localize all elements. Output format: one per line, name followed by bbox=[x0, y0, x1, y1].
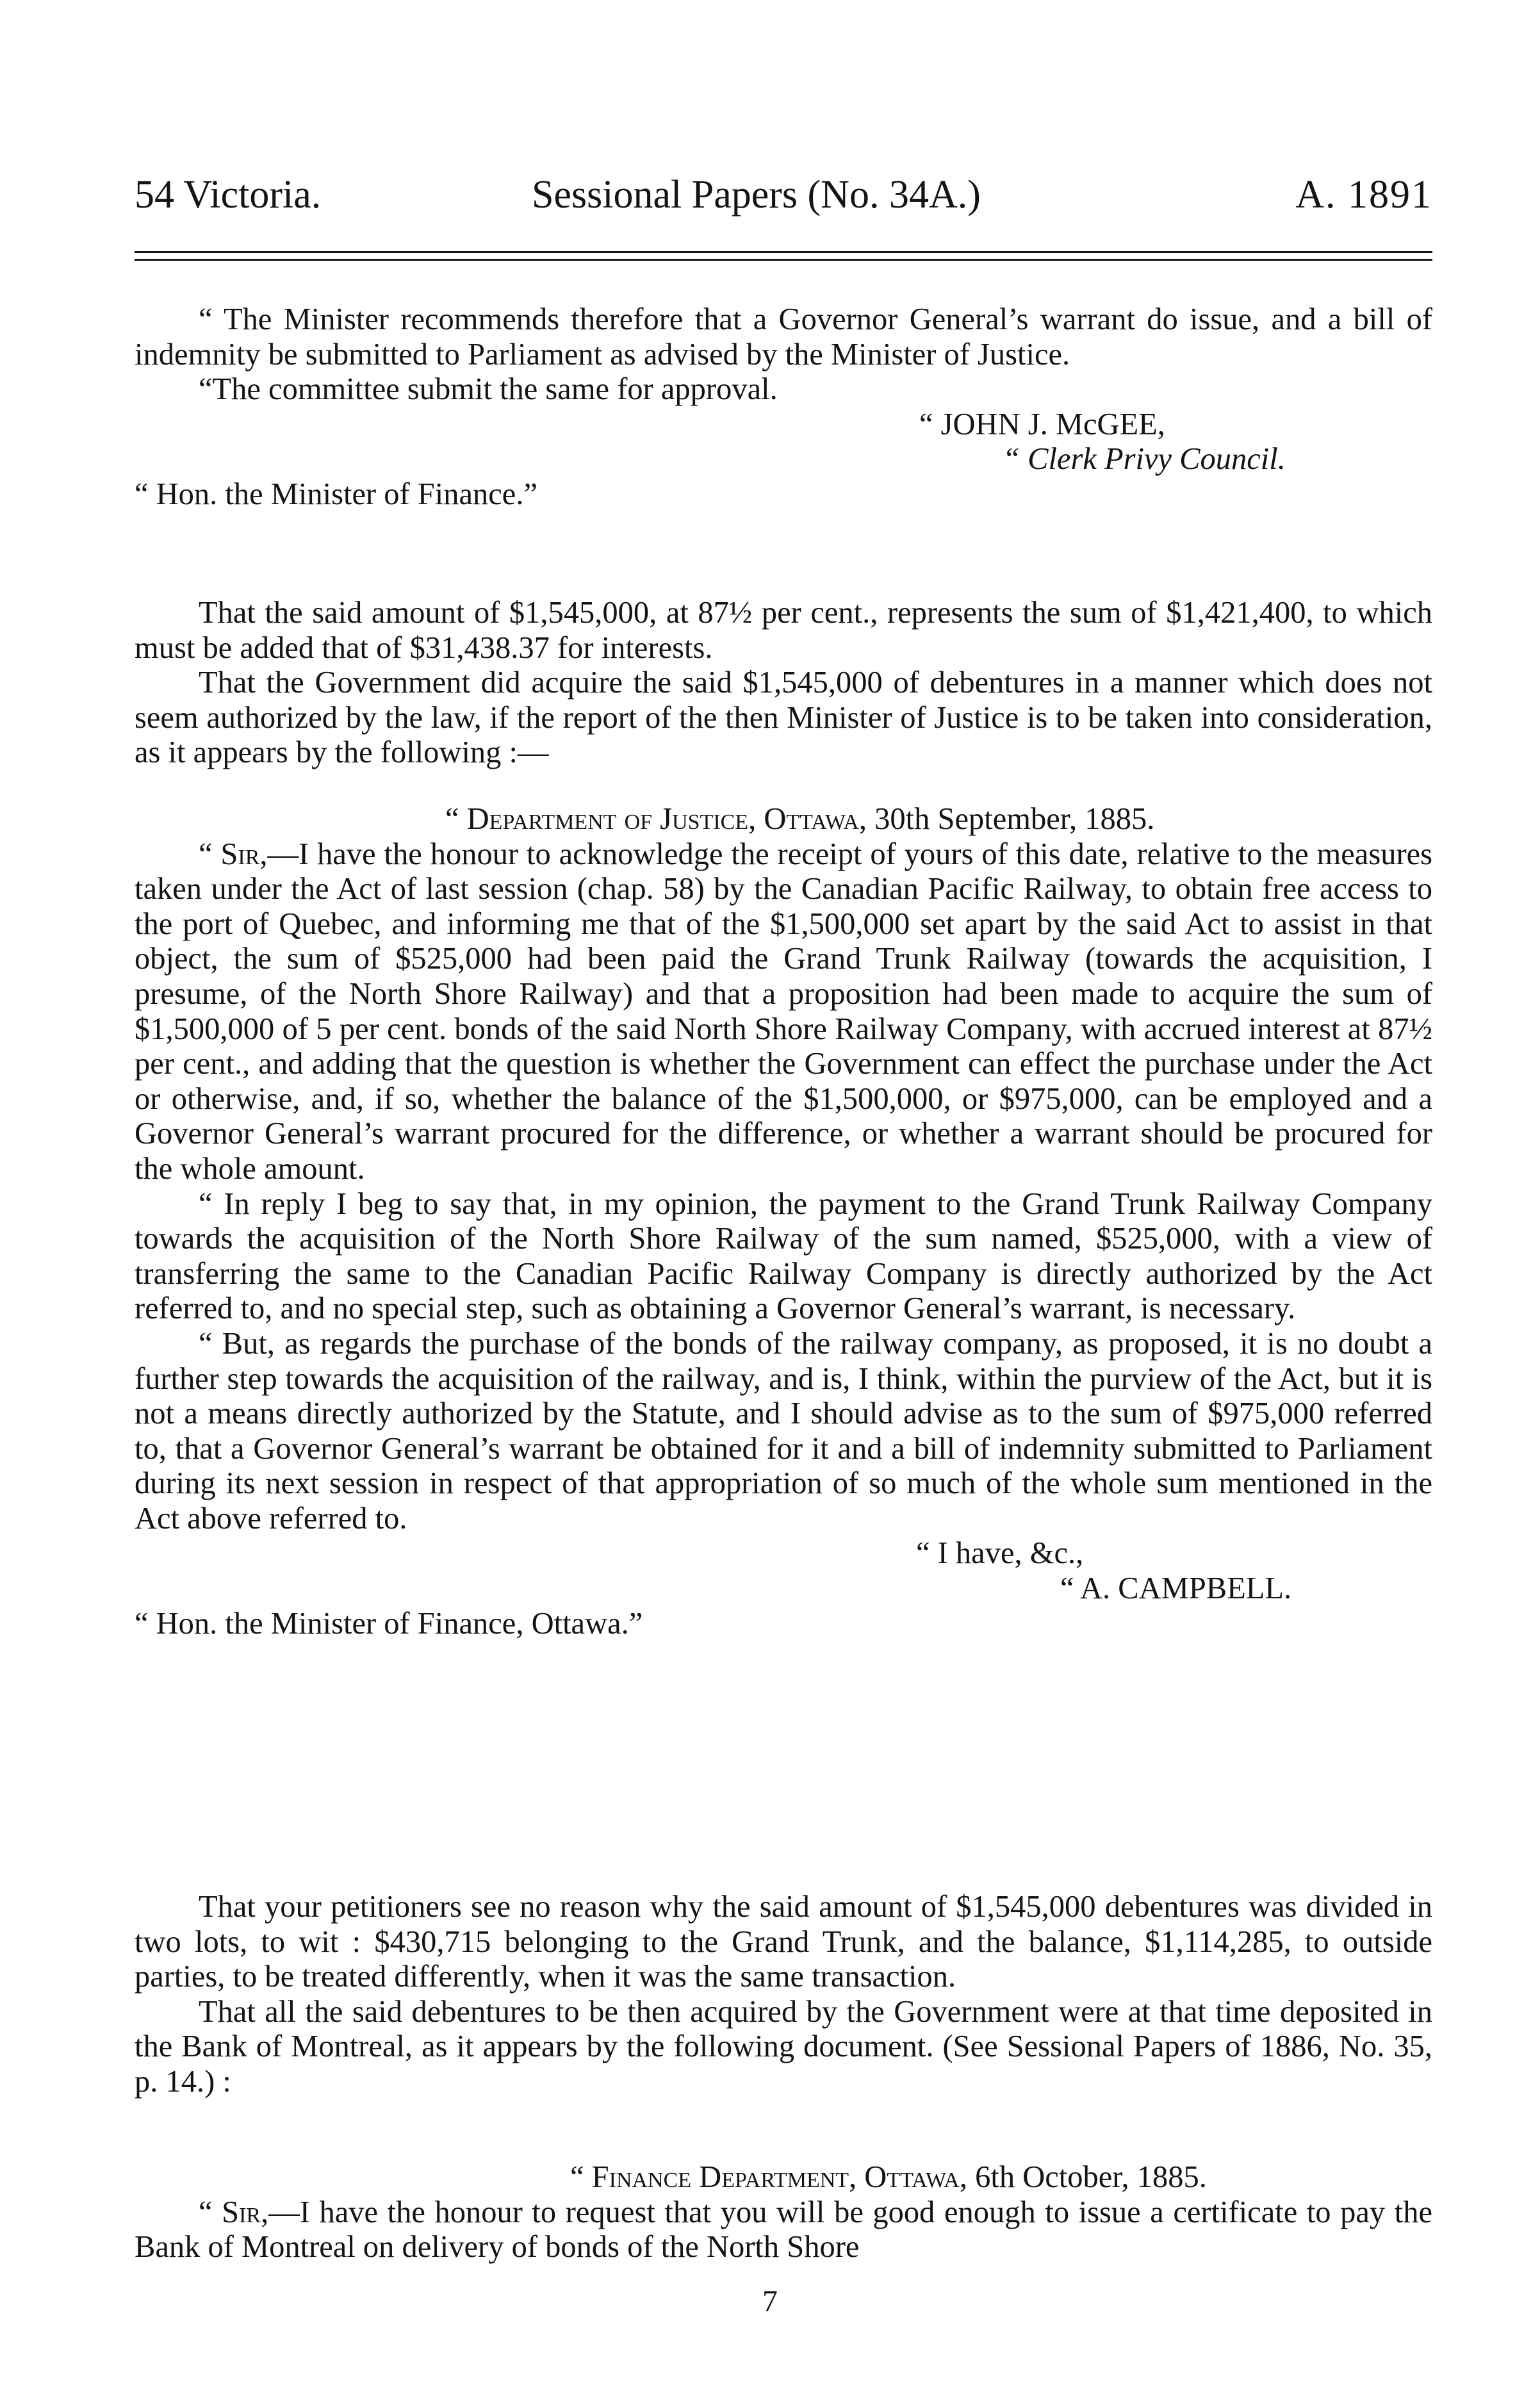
letter-paragraph: “ But, as regards the purchase of the bonds of the railway company, as proposed, it is no doubt a further step towards the acquisition of the railway, and is, I think, within the purview of the Act, but it is not a means directly authorized by the Statute, and I should advise as to the sum of $975,000 referred to, that a Governor General’s warrant be obtained for it and a bill of indemnity submitted to Parliament during its next session in respect of that appropriation of so much of the whole sum mentioned in the Act above referred to. bbox=[135, 1326, 1432, 1536]
letter-date: 6th October, 1885. bbox=[967, 2160, 1207, 2194]
letter-date: 30th September, 1885. bbox=[867, 802, 1155, 836]
header-paper-title: Sessional Papers (No. 34A.) bbox=[532, 173, 981, 217]
letter-dateline bbox=[135, 2160, 1432, 2195]
addressee: “ Hon. the Minister of Finance.” bbox=[135, 477, 537, 511]
letter-addressee: “ Hon. the Minister of Finance, Ottawa.” bbox=[135, 1606, 643, 1641]
header-rule-bottom bbox=[135, 259, 1432, 261]
header-session: 54 Victoria. bbox=[135, 173, 322, 217]
paragraph: That the said amount of $1,545,000, at 87½ per cent., represents the sum of $1,421,400, to which must be added that of $31,438.37 for interests. bbox=[135, 596, 1432, 665]
letter-body: I have the honour to acknowledge the receipt of yours of this date, relative to the measures taken under the Act of last session (chap. 58) by the Canadian Pacific Railway, to obtain free access to the port of Quebec, and informing me that of the $1,500,000 set apart by the said Act to assist in that object, the sum of $525,000 had been paid the Grand Trunk Railway (towards the acquisition, I presume, of the North Shore Railway) and that a proposition had been made to acquire the sum of $1,500,000 of 5 per cent. bonds of the said North Shore Railway Company, with accrued interest at 87½ per cent., and adding that the question is whether the Government can effect the purchase under the Act or otherwise, and, if so, whether the balance of the $1,500,000, or $975,000, can be employed and a Governor General’s warrant procured for the difference, or whether a warrant should be procured for the whole amount. bbox=[135, 837, 1432, 1186]
petition-block-2 bbox=[135, 1890, 1432, 2100]
letter-paragraph bbox=[135, 837, 1432, 1187]
paragraph: “The committee submit the same for approval. bbox=[199, 372, 778, 407]
running-header bbox=[135, 168, 1432, 222]
letter-dateline bbox=[135, 802, 1432, 837]
letter-department: “ Department of Justice, Ottawa, bbox=[445, 802, 867, 836]
order-in-council-block bbox=[135, 302, 1432, 512]
page-number: 7 bbox=[762, 2284, 778, 2318]
signature-name: “ JOHN J. McGEE, bbox=[919, 407, 1165, 441]
paragraph: That the Government did acquire the said $1,545,000 of debentures in a manner which does not seem authorized by the law, if the report of the then Minister of Justice is to be taken into consideration, as it appears by the following :— bbox=[135, 666, 1432, 770]
finance-letter bbox=[135, 2160, 1432, 2265]
header-rule-top bbox=[135, 251, 1432, 253]
paragraph: “ The Minister recommends therefore that a Governor General’s warrant do issue, and a bill of indemnity be submitted to Parliament as advised by the Minister of Justice. bbox=[135, 302, 1432, 372]
paragraph: That your petitioners see no reason why the said amount of $1,545,000 debentures was divided in two lots, to wit : $430,715 belonging to the Grand Trunk, and the balance, $1,114,285, to outside parties, to be treated differently, when it was the same transaction. bbox=[135, 1890, 1432, 1994]
justice-letter bbox=[135, 802, 1432, 1641]
letter-paragraph: “ In reply I beg to say that, in my opinion, the payment to the Grand Trunk Railway Company towards the acquisition of the North Shore Railway of the sum named, $525,000, with a view of transferring the same to the Canadian Pacific Railway Company is directly authorized by the Act referred to, and no special step, such as obtaining a Governor General’s warrant, is necessary. bbox=[135, 1186, 1432, 1326]
letter-body: I have the honour to request that you will be good enough to issue a certificate to pay the Bank of Montreal on delivery of bonds of the North Shore bbox=[135, 2195, 1433, 2265]
letter-signature: “ A. CAMPBELL. bbox=[1060, 1571, 1292, 1606]
header-year: A. 1891 bbox=[1295, 173, 1432, 217]
letter-department: “ Finance Department, Ottawa, bbox=[570, 2160, 967, 2194]
letter-paragraph bbox=[135, 2195, 1432, 2265]
letter-closing: “ I have, &c., bbox=[916, 1536, 1084, 1571]
paragraph: That all the said debentures to be then acquired by the Government were at that time deposited in the Bank of Montreal, as it appears by the following document. (See Sessional Papers of 1886, No. 35, p. 14.) : bbox=[135, 1994, 1432, 2099]
signature-title: “ Clerk Privy Council. bbox=[1003, 442, 1286, 477]
petition-block-1 bbox=[135, 596, 1432, 771]
letter-salutation: “ Sir,— bbox=[199, 837, 299, 871]
letter-salutation: “ Sir,— bbox=[199, 2195, 300, 2229]
